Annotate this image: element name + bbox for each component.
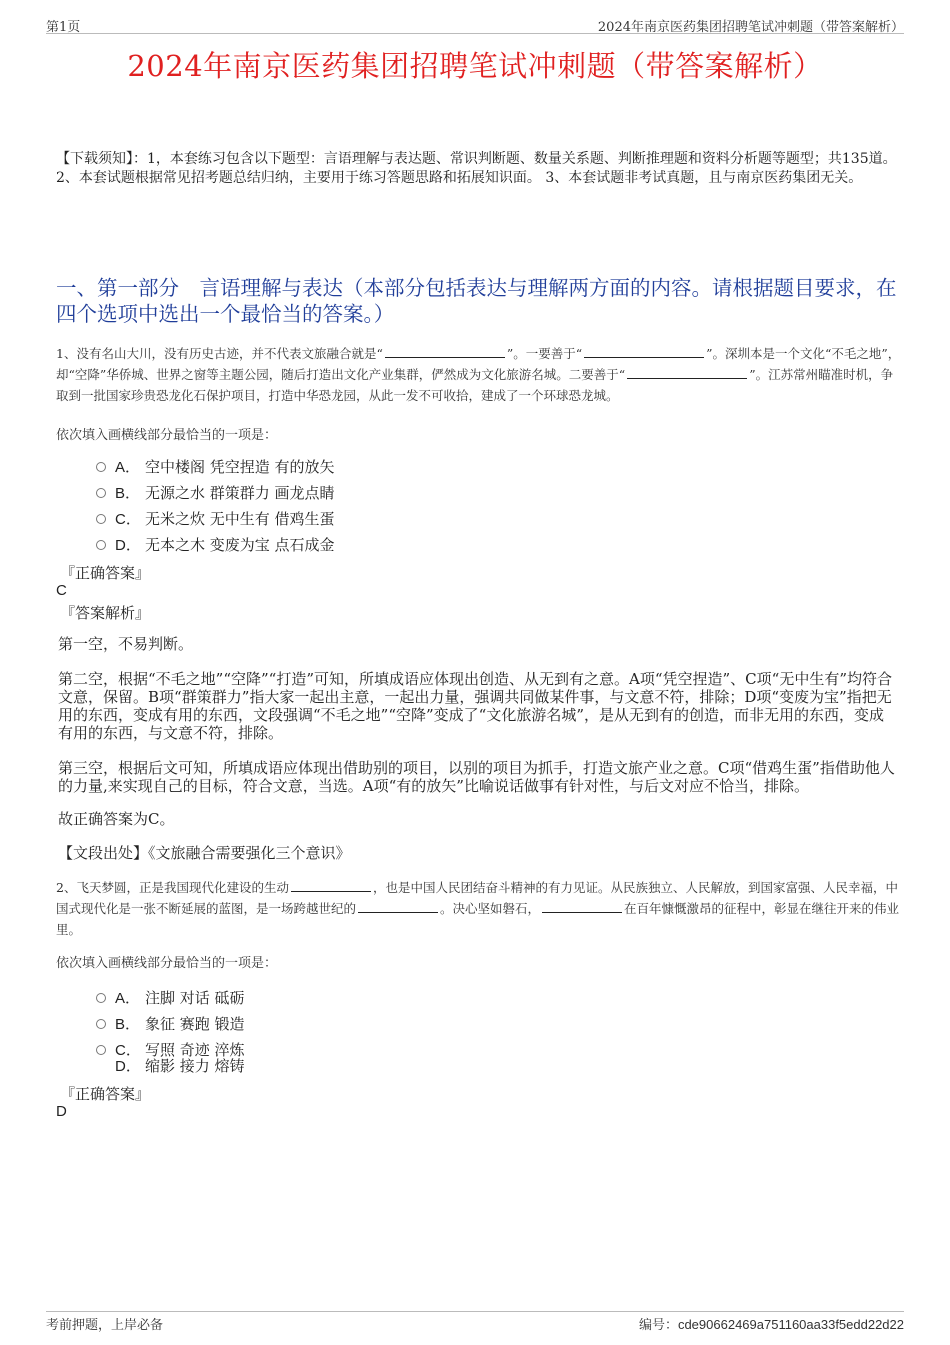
radio-icon[interactable] [96,540,106,550]
radio-icon[interactable] [96,1045,106,1055]
answer-label: 『正确答案』 [60,564,151,582]
option-a[interactable]: A． 空中楼阁 凭空捏造 有的放矢 [96,456,335,477]
question-1-text [56,343,902,406]
source-citation: 【文段出处】《文旅融合需要强化三个意识》 [58,844,351,862]
option-c[interactable]: C． 写照 奇迹 淬炼 [96,1039,245,1060]
question-1-instruction: 依次填入画横线部分最恰当的一项是： [56,428,278,443]
question-2-text [56,877,902,940]
option-d[interactable]: D． 无本之木 变废为宝 点石成金 [96,534,335,555]
q2-segment: 2、飞天梦圆，正是我国现代化建设的生动 [56,880,289,895]
radio-icon[interactable] [96,488,106,498]
q1-segment: ”。一要善于“ [506,346,583,361]
footer-divider [46,1311,904,1312]
option-b[interactable]: B． 象征 赛跑 锻造 [96,1013,245,1034]
fill-blank [358,900,438,913]
analysis-paragraph: 第一空，不易判断。 [58,635,194,653]
document-id-value: cde90662469a751160aa33f5edd22d22 [677,1317,904,1332]
radio-icon[interactable] [96,1019,106,1029]
fill-blank [627,366,747,379]
header-doc-title: 2024年南京医药集团招聘笔试冲刺题（带答案解析） [597,20,904,35]
option-b[interactable]: B． 无源之水 群策群力 画龙点睛 [96,482,335,503]
analysis-paragraph: 第二空，根据“不毛之地”“空降”“打造”可知，所填成语应体现出创造、从无到有之意。A项“凭空捏造”、C项“无中生有”均符合文意，保留。B项“群策群力”指大家一起出主意，一起出力量，强调共同做某件事，与文意不符，排除；D项“变废为宝”指把无用的东西，变成有用的东西，文段强调“不毛之地”“空降”变成了“文化旅游名城”，是从无到有的创造，而非无用的东西，变成有用的东西，与文意不符，排除。 [58,670,892,742]
page-number: 第1页 [46,20,81,35]
footer-slogan: 考前押题，上岸必备 [46,1318,164,1333]
option-d[interactable]: D． 缩影 接力 熔铸 [115,1057,245,1075]
page-title: 2024年南京医药集团招聘笔试冲刺题（带答案解析） [127,49,823,83]
answer-label: 『正确答案』 [60,1085,151,1103]
analysis-label: 『答案解析』 [60,604,151,622]
fill-blank [385,345,505,358]
radio-icon[interactable] [96,462,106,472]
document-id [639,1314,904,1333]
fill-blank [542,900,622,913]
document-id-label: 编号： [638,1318,678,1333]
radio-icon[interactable] [96,514,106,524]
radio-icon[interactable] [96,993,106,1003]
section-heading: 一、第一部分 言语理解与表达（本部分包括表达与理解两方面的内容。请根据题目要求，在四个选项中选出一个最恰当的答案。） [56,276,897,326]
correct-answer: C [56,582,67,599]
q2-segment: ，也是中国人民团结奋斗精神的有力见证。从民族独立、人民解放，到国家富强、人民幸福，中国式现代化是一张不断延展的蓝图，是一场跨越世纪的 [56,880,898,916]
correct-answer: D [56,1103,67,1120]
fill-blank [584,345,704,358]
fill-blank [291,879,371,892]
q1-segment: ”。深圳本是一个文化“不毛之地”，却“空降”华侨城、世界之窗等主题公园，随后打造出文化产业集群，俨然成为文化旅游名城。二要善于“ [56,346,901,382]
download-notice: 【下载须知】：1，本套练习包含以下题型：言语理解与表达题、常识判断题、数量关系题、判断推理题和资料分析题等题型；共135道。 2、本套试题根据常见招考题总结归纳，主要用于练习答题思路和拓展知识面。 3、本套试题非考试真题，且与南京医药集团无关。 [56,151,897,186]
header-divider [46,33,904,34]
q1-segment: ”。江苏常州瞄准时机，争取到一批国家珍贵恐龙化石保护项目，打造中华恐龙园，从此一发不可收拾，建成了一个环球恐龙城。 [56,367,894,403]
q2-segment: 。决心坚如磐石， [440,901,541,916]
analysis-conclusion: 故正确答案为C。 [58,810,175,828]
question-2-instruction: 依次填入画横线部分最恰当的一项是： [56,956,278,971]
analysis-paragraph: 第三空，根据后文可知，所填成语应体现出借助别的项目，以别的项目为抓手，打造文旅产业之意。C项“借鸡生蛋”指借助他人的力量,来实现自己的目标，符合文意，当选。A项“有的放矢”比喻说话做事有针对性，与后文对应不恰当，排除。 [58,759,895,795]
option-a[interactable]: A． 注脚 对话 砥砺 [96,987,245,1008]
q2-segment: 在百年慷慨激昂的征程中，彰显在继往开来的伟业里。 [56,901,900,937]
option-c[interactable]: C． 无米之炊 无中生有 借鸡生蛋 [96,508,335,529]
q1-segment: 1、没有名山大川，没有历史古迹，并不代表文旅融合就是“ [56,346,383,361]
